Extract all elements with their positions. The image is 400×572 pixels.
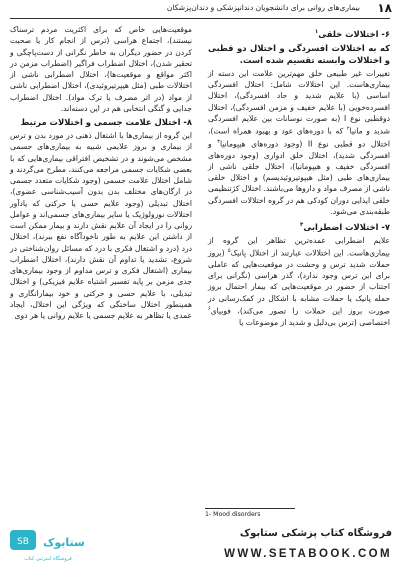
section-7-title: ۷- اختلالات اضطرابی$^۴$ <box>300 221 390 232</box>
section-6-title: ۶- اختلالات خلقی$^۱$ <box>314 28 390 39</box>
page-header <box>0 0 400 20</box>
section-6-paragraph: تغییرات غیر طبیعی خلق مهم‌ترین علامت این دسته از بیماری‌هاست. این اختلالات شامل: اختلال افسردگی اساسی (با علایم شدید و حاد افسردگی)، اختلال افسرده‌خویی (با علایم خفیف و مزمن افسردگی)، اختلال دوقطبی نوع I (به صورت نوسانات بین علایم افسردگی شدید و مانیا$^۲$ که با دوره‌های عود و بهبود همراه است)، اختلال دو قطبی نوع II (وجود دوره‌های هیپومانیا$^۳$ و افسردگی شدید)، اختلال خلق ادواری (وجود دوره‌های افسردگی خفیف و هیپومانیا)، اختلال خلقی ناشی از بیماری‌های طبی (مثل هیپوتیروئیدیسم) و اختلال خلقی ناشی از مصرف مواد و داروها می‌باشند. اختلال کژتنظیمی خلقی ایذایی دوران کودکی هم در گروه اختلالات افسردگی طبقه‌بندی می‌شود. <box>208 68 391 216</box>
logo-text: ستابوک <box>43 536 85 549</box>
right-column <box>208 24 390 330</box>
footer-banner <box>0 518 400 572</box>
section-8-paragraph: این گروه از بیماری‌ها با اشتغال ذهنی در مورد بدن و ترس از بیماری و بروز علایمی شبیه به بیماری‌های جسمی مشخص می‌شوند و در تشخیص افتراقی بیماری‌هایی که با بعضی شکایات جسمی مراجعه می‌کنند، مطرح می‌گردند و شامل اختلال علامت جسمی (وجود شکایات متعدد جسمی در ارگان‌های مختلف بدن بدون آسیب‌شناسی عضوی)، اختلال تبدیلی (وجود علایم حسی یا حرکتی که یادآور اختلالات نورولوژیک یا سایر بیماری‌های جسمی‌اند و عوامل روانی را در ایجاد آن علایم نقش دارند و بیمار ممکن است از داشتن این علایم به طور ناخودآگاه نفع ببرند)، اختلال درد (درد و اشتغال فکری با درد که مسائل روان‌شناختی در شروع، تشدید یا تداوم آن نقش دارند)، اختلال اضطراب بیماری (اشتغال فکری و ترس مداوم از وجود بیماری‌های جدی مزمن بر پایه تفسیر اشتباه علایم فیزیکی) و اختلال تبدیلی، با علایم حسی و حرکتی و خود بیمارانگاری و همینطور اختلال ساختگی که ویژگی این اختلال، ایجاد عمدی یا تظاهر به علایم جسمی یا علایم روانی یا هر دوی <box>10 131 192 320</box>
footnote-rule <box>205 508 295 509</box>
section-7-paragraph: علایم اضطرابی عمده‌ترین تظاهر این گروه از بیماری‌هاست. این اختلالات عبارتند از اختلال پانیک$^۵$ (بروز حملات شدید ترس و وحشت در موقعیت‌هایی که عاملی برای این ترس وجود ندارد)، گذر هراسی (نگرانی برای اجتناب از حضور در موقعیت‌هایی که بیمار احتمال بروز حمله پانیک یا حملات مشابه با اشکال در کمک‌رسانی در صورت بروز این حملات را تصور می‌کند)، فوبیای$^۶$ اختصاصی (ترس بی‌دلیل و شدید از موضوعات یا <box>208 235 390 327</box>
section-8-title: ۸- اختلال علامت جسمی و اختلالات مرتبط <box>20 117 192 127</box>
setabook-logo <box>8 526 88 566</box>
header-rule <box>10 18 390 19</box>
page-number: ۱۸ <box>377 1 392 15</box>
svg-text:SB: SB <box>17 537 29 547</box>
running-title: بیماری‌های روانی برای دانشجویان دندانپزشکی و دندان‌پزشکان <box>166 3 360 12</box>
footnote-1: 1- Mood disorders <box>205 511 261 518</box>
logo-subtext: فروشگاه اینترنتی کتاب <box>24 556 72 562</box>
section-6-subtitle: که به اختلالات افسردگی و اختلال دو قطبی و اختلالات وابسته تقسیم شده است. <box>208 42 390 65</box>
shop-url[interactable]: WWW.SETABOOK.COM <box>224 548 392 560</box>
shop-name: فروشگاه کتاب پزشکی ستابوک <box>239 528 392 539</box>
continued-paragraph: موقعیت‌هایی خاص که برای اکثریت مردم ترسناک نیستند)، اجتماع هراسی (ترس از انجام کار یا صحبت کردن در حضور دیگران به خاطر نگرانی از دست‌پاچگی و تحقیر شدن)، اختلال اضطراب فراگیر (اضطراب مزمن در اکثر مواقع و موقعیت‌ها)، اختلال اضطرابی ناشی از اختلالات طبی (مثل هیپرتیروئیدی)، اختلال اضطرابی ناشی از مواد (در اثر مصرف یا ترک مواد). اختلال اضطراب جدایی و گنگی انتخابی هم در این دسته‌اند. <box>10 25 192 113</box>
left-column <box>10 24 192 323</box>
